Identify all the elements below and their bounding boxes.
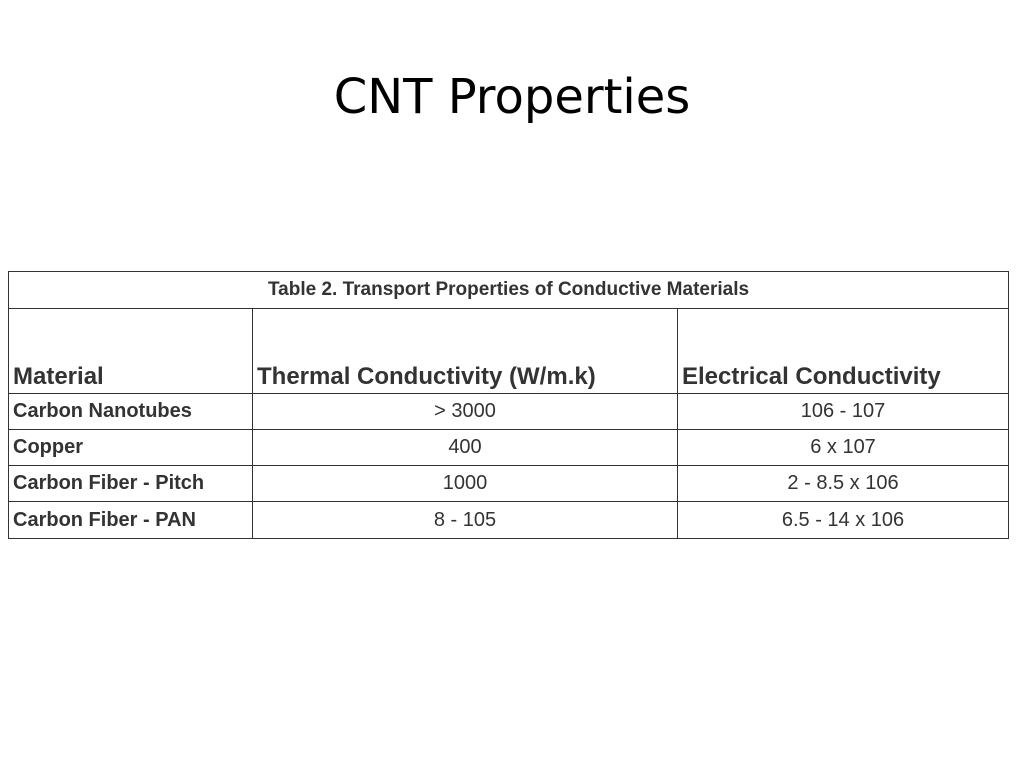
properties-table (8, 271, 1009, 539)
material-cell: Carbon Fiber - PAN (9, 502, 253, 539)
thermal-cell: 1000 (253, 466, 678, 502)
table-row (9, 430, 1009, 466)
electrical-cell: 106 - 107 (678, 394, 1009, 430)
table-row (9, 394, 1009, 430)
electrical-cell: 6 x 107 (678, 430, 1009, 466)
material-cell: Copper (9, 430, 253, 466)
column-header-electrical-conductivity: Electrical Conductivity (678, 309, 1009, 394)
table-row (9, 502, 1009, 539)
thermal-cell: > 3000 (253, 394, 678, 430)
material-cell: Carbon Fiber - Pitch (9, 466, 253, 502)
column-header-thermal-conductivity: Thermal Conductivity (W/m.k) (253, 309, 678, 394)
electrical-cell: 2 - 8.5 x 106 (678, 466, 1009, 502)
table-row (9, 466, 1009, 502)
table-caption-row (9, 272, 1009, 309)
table-caption: Table 2. Transport Properties of Conductive Materials (9, 272, 1009, 309)
slide-title: CNT Properties (333, 69, 691, 125)
table-header-row (9, 309, 1009, 394)
column-header-material: Material (9, 309, 253, 394)
thermal-cell: 8 - 105 (253, 502, 678, 539)
thermal-cell: 400 (253, 430, 678, 466)
material-cell: Carbon Nanotubes (9, 394, 253, 430)
electrical-cell: 6.5 - 14 x 106 (678, 502, 1009, 539)
